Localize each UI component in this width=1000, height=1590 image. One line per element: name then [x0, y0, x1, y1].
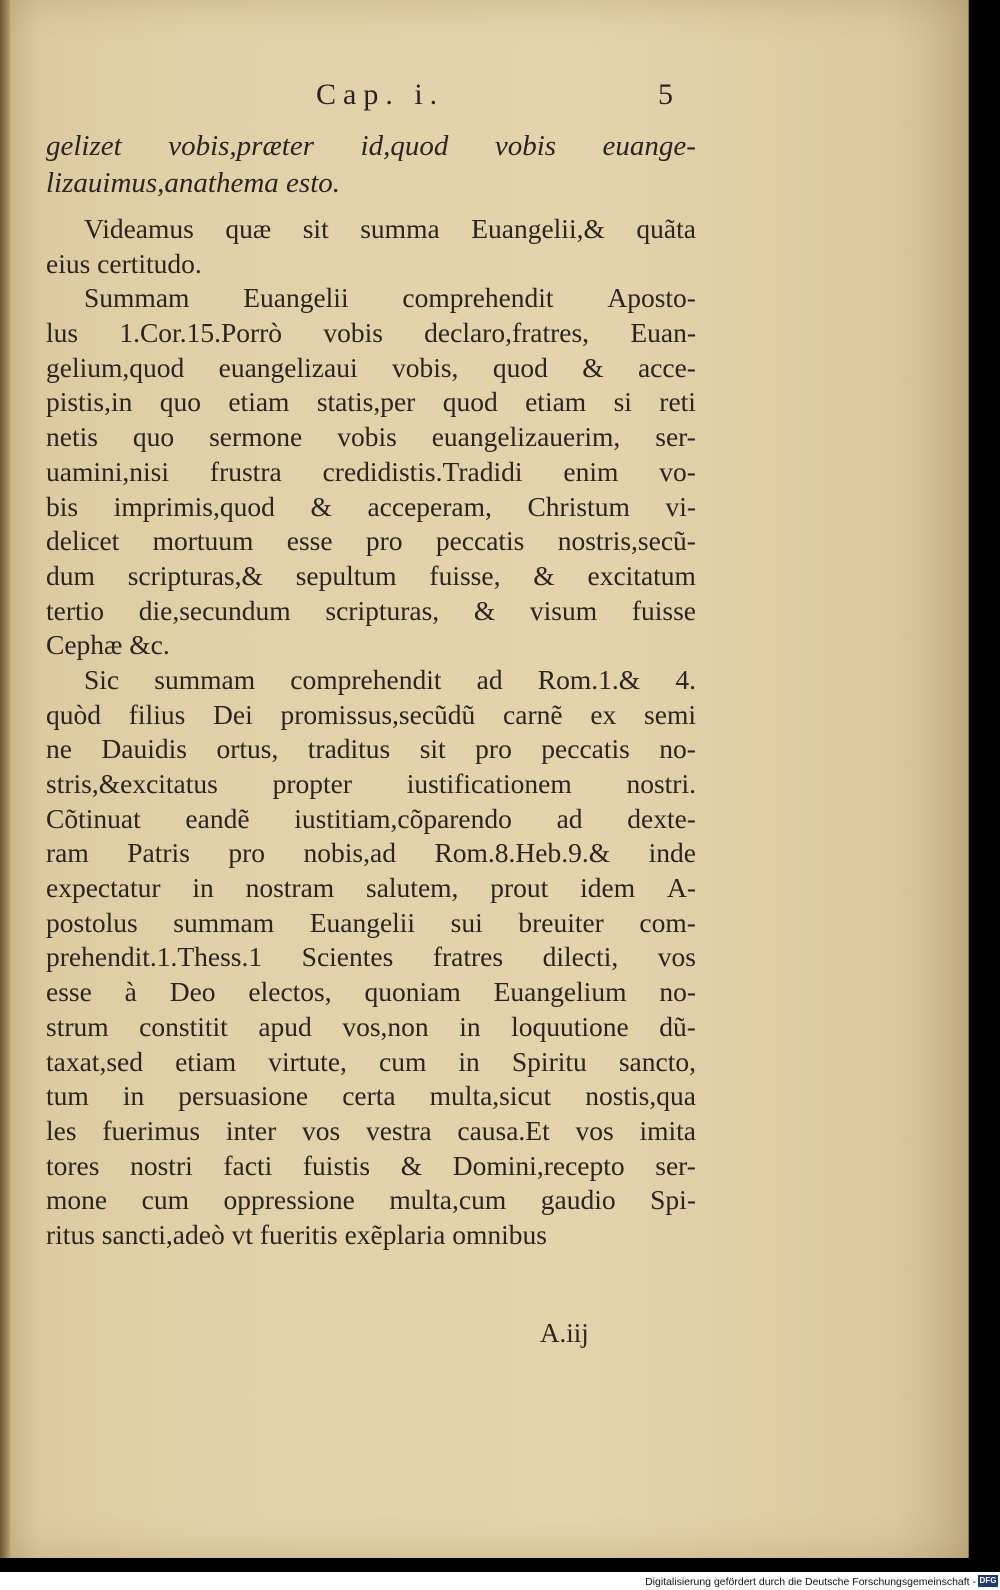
text-block [46, 128, 696, 1253]
text-line: mone cum oppressione multa,cum gaudio Spi- [46, 1184, 696, 1216]
text-line: les fuerimus inter vos vestra causa.Et vos imita [46, 1114, 696, 1146]
text-line: taxat,sed etiam virtute, cum in Spiritu sancto, [46, 1045, 696, 1077]
text-line: Sic summam comprehendit ad Rom.1.& 4. [84, 663, 696, 695]
text-line: expectatur in nostram salutem, prout idem A- [46, 872, 696, 904]
text-line: netis quo sermone vobis euangelizauerim, ser- [46, 421, 696, 453]
text-line: delicet mortuum esse pro peccatis nostris,secũ- [46, 525, 696, 557]
text-line: dum scripturas,& sepultum fuisse, & excitatum [46, 559, 696, 591]
text-line: strum constitit apud vos,non in loquutione dũ- [46, 1010, 696, 1042]
text-line: postolus summam Euangelii sui breuiter com- [46, 906, 696, 938]
text-line: tertio die,secundum scripturas, & visum fuisse [46, 594, 696, 626]
text-line: gelizet vobis,præter id,quod vobis euange- [46, 130, 696, 162]
text-line: quòd filius Dei promissus,secũdũ carnẽ ex semi [46, 698, 696, 730]
paragraph-3 [46, 663, 696, 1253]
text-line: ritus sancti,adeò vt fueritis exẽplaria omnibus [46, 1218, 547, 1250]
text-line: gelium,quod euangelizaui vobis, quod & acce- [46, 351, 696, 383]
running-head [0, 78, 968, 118]
catchword: A.iij [540, 1318, 589, 1348]
text-line: lus 1.Cor.15.Porrò vobis declaro,fratres, Euan- [46, 317, 696, 349]
text-line: esse à Deo electos, quoniam Euangelium no- [46, 976, 696, 1008]
text-line: lizauimus,anathema esto. [46, 167, 341, 199]
text-line: Cõtinuat eandẽ iustitiam,cõparendo ad dexte- [46, 802, 696, 834]
text-line: pistis,in quo etiam statis,per quod etiam si reti [46, 386, 696, 418]
dfg-logo: DFG [979, 1576, 997, 1585]
text-line: bis imprimis,quod & acceperam, Christum vi- [46, 490, 696, 522]
text-line: ne Dauidis ortus, traditus sit pro peccatis no- [46, 733, 696, 765]
text-line: Summam Euangelii comprehendit Aposto- [84, 282, 696, 314]
text-line: ram Patris pro nobis,ad Rom.8.Heb.9.& inde [46, 837, 696, 869]
paragraph-2 [46, 281, 696, 663]
text-line: Videamus quæ sit summa Euangelii,& quãta [84, 213, 696, 244]
text-line: Cephæ &c. [46, 629, 170, 661]
paragraph-1 [46, 212, 696, 281]
text-line: prehendit.1.Thess.1 Scientes fratres dilecti, vos [46, 941, 696, 973]
italic-quotation [46, 128, 696, 202]
text-line: stris,&excitatus propter iustificationem nostri. [46, 768, 696, 799]
text-line: tum in persuasione certa multa,sicut nostis,qua [46, 1080, 696, 1112]
text-line: tores nostri facti fuistis & Domini,recepto ser- [46, 1149, 696, 1181]
chapter-heading: Cap. i. [316, 78, 445, 111]
page-gutter [0, 0, 10, 1558]
text-line: uamini,nisi frustra credidistis.Tradidi enim vo- [46, 455, 696, 487]
page-number: 5 [658, 78, 673, 111]
text-line: eius certitudo. [46, 247, 202, 279]
digitization-credit: Digitalisierung gefördert durch die Deutsche Forschungsgemeinschaft - [645, 1576, 976, 1588]
